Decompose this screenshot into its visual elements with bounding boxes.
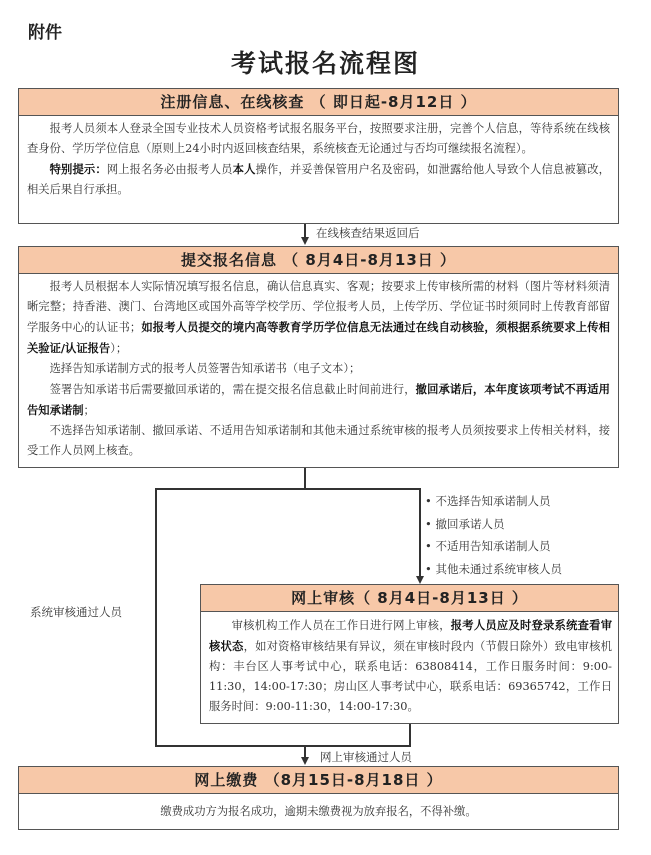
step2-paragraph-4: 不选择告知承诺制、撤回承诺、不适用告知承诺制和其他未通过系统审核的报考人员须按要求上传相关材料，接受工作人员网上核查。 bbox=[27, 424, 610, 457]
branch-item: • 不选择告知承诺制人员 bbox=[425, 490, 562, 513]
step3-p1b: 报考人员应及时登录系统查看审核状态 bbox=[209, 618, 612, 653]
step1-header: 注册信息、在线核查 （ 即日起-8月12日 ） bbox=[19, 89, 618, 116]
step2-paragraph-1 bbox=[27, 277, 610, 359]
step3-paragraph bbox=[209, 615, 612, 717]
connector-left-vertical bbox=[155, 488, 157, 746]
tip-text-b: 操作，并妥善保管用户名及密码，如泄露给他人导致个人信息被篡改，相关后果自行承担。 bbox=[27, 163, 610, 196]
step2-p3b: 撤回承诺后，本年度该项考试不再适用告知承诺制 bbox=[27, 382, 610, 417]
step3-p1a: 审核机构工作人员在工作日进行网上审核， bbox=[231, 619, 451, 632]
connector-down-center bbox=[304, 468, 306, 488]
arrow3-head bbox=[301, 757, 309, 765]
step1-body bbox=[19, 116, 618, 204]
step2-paragraph-3 bbox=[27, 379, 610, 421]
connector-right-vertical bbox=[419, 488, 421, 576]
step3-p1c: ，如对资格审核结果有异议，须在审核时段内（节假日除外）致电审核机构：丰台区人事考试中心，联系电话：63808414，工作日服务时间：9:00-11:30，14:00-17:30；房山区人事考试中心，联系电话：69365742，工作日服务时间：9:00-11:30，14:00-17:30。 bbox=[209, 640, 612, 713]
annex-label: 附件 bbox=[28, 23, 62, 43]
step1-paragraph: 报考人员须本人登录全国专业技术人员资格考试报名服务平台，按照要求注册，完善个人信息，等待系统在线核查身份、学历学位信息（原则上24小时内返回核查结果，系统核查无论通过与否均可继续报名流程）。 bbox=[27, 122, 610, 155]
branch-item: • 撤回承诺人员 bbox=[425, 513, 562, 536]
step4-paragraph: 缴费成功方为报名成功，逾期未缴费视为放弃报名，不得补缴。 bbox=[160, 805, 477, 818]
step2-p3c: ； bbox=[83, 404, 95, 417]
arrow1-head bbox=[301, 237, 309, 245]
step3-box bbox=[200, 584, 619, 724]
connector-horizontal-top bbox=[155, 488, 420, 490]
tip-text-a: 网上报名务必由报考人员 bbox=[106, 163, 233, 176]
step4-body bbox=[19, 794, 618, 826]
arrow2-head bbox=[416, 576, 424, 584]
step2-header: 提交报名信息 （ 8月4日-8月13日 ） bbox=[19, 247, 618, 274]
step2-p3a: 签署告知承诺书后需要撤回承诺的，需在提交报名信息截止时间前进行， bbox=[49, 383, 416, 396]
branch-list bbox=[425, 490, 562, 580]
branch-item: • 不适用告知承诺制人员 bbox=[425, 535, 562, 558]
step2-box bbox=[18, 246, 619, 468]
tip-label: 特别提示： bbox=[49, 162, 107, 176]
arrow1-label: 在线核查结果返回后 bbox=[316, 226, 420, 240]
step1-tip bbox=[27, 159, 610, 200]
page-title: 考试报名流程图 bbox=[230, 49, 420, 78]
step1-box bbox=[18, 88, 619, 224]
connector-bottom-horizontal bbox=[155, 745, 411, 747]
step2-p1c: ）； bbox=[110, 342, 128, 355]
arrow3-label: 网上审核通过人员 bbox=[320, 750, 412, 764]
step2-body bbox=[19, 274, 618, 465]
tip-bold: 本人 bbox=[232, 162, 256, 176]
step2-p1b: 如报考人员提交的境内高等教育学历学位信息无法通过在线自动核验，须根据系统要求上传相关验证/认证报告 bbox=[27, 320, 610, 355]
arrow3-line bbox=[304, 745, 306, 757]
step3-body bbox=[201, 612, 618, 721]
step2-paragraph-2: 选择告知承诺制方式的报考人员签署告知承诺书（电子文本）； bbox=[49, 362, 361, 375]
step4-header: 网上缴费 （8月15日-8月18日 ） bbox=[19, 767, 618, 794]
arrow1-line bbox=[304, 224, 306, 238]
step3-header: 网上审核（ 8月4日-8月13日 ） bbox=[201, 585, 618, 612]
branch-item: • 其他未通过系统审核人员 bbox=[425, 558, 562, 581]
left-branch-label: 系统审核通过人员 bbox=[30, 605, 122, 619]
step2-p1a: 报考人员根据本人实际情况填写报名信息，确认信息真实、客观；按要求上传审核所需的材料（图片等材料须清晰完整；持香港、澳门、台湾地区或国外高等学校学历、学位报考人员，上传学历、学位证书时须同时上传教育部留学服务中心的认证书； bbox=[27, 280, 610, 334]
step4-box bbox=[18, 766, 619, 830]
connector-step3-down bbox=[409, 724, 411, 746]
